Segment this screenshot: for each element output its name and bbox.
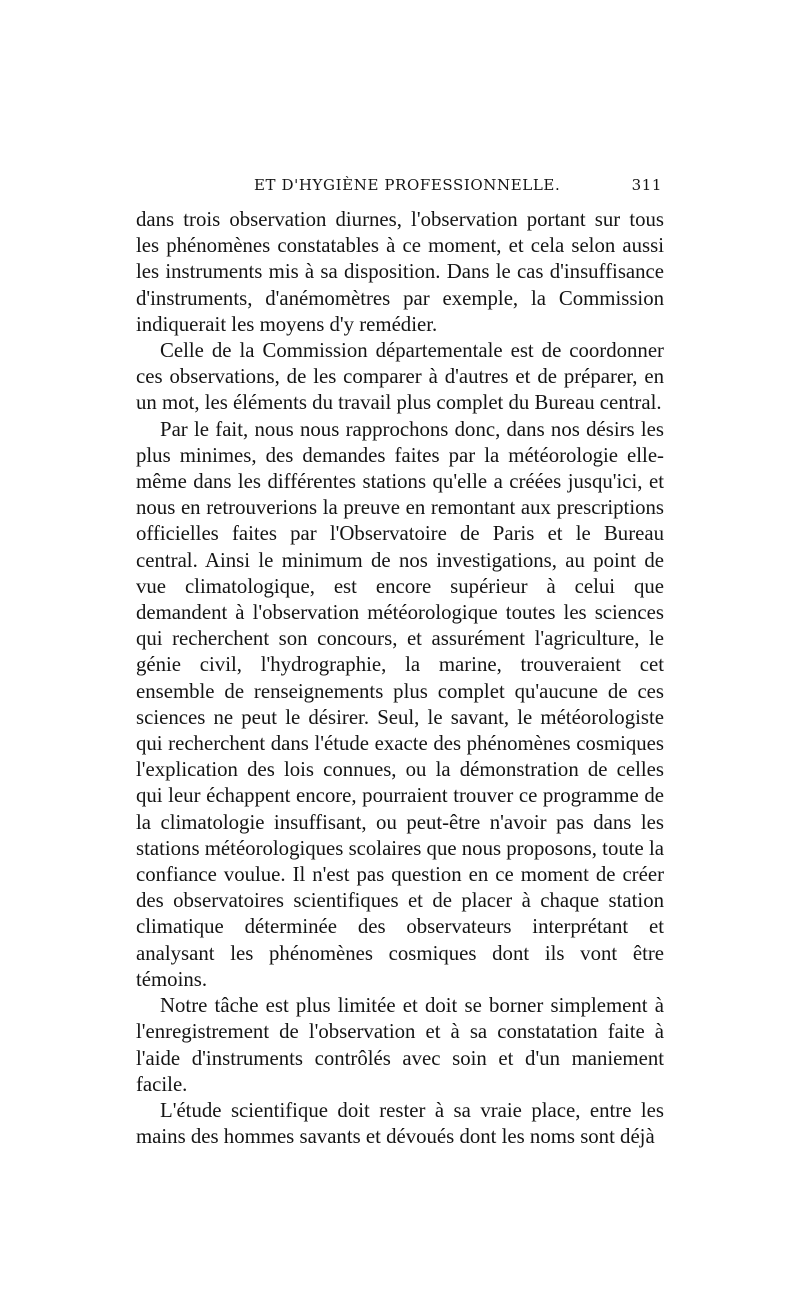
- page-header: [136, 172, 662, 198]
- paragraph-commission: Celle de la Commission départementale est de coordonner ces observations, de les comparer à d'autres et de préparer, en un mot, les éléments du travail plus complet du Bureau central.: [136, 339, 664, 415]
- running-head: ET D'HYGIÈNE PROFESSIONNELLE.: [254, 176, 561, 194]
- paragraph-scientific-study: L'étude scientifique doit rester à sa vraie place, entre les mains des hommes savants et dévoués dont les noms sont déjà: [136, 1098, 664, 1149]
- page-number: 311: [631, 176, 662, 194]
- body-text: [136, 207, 664, 1150]
- paragraph-continuation: dans trois observation diurnes, l'observation portant sur tous les phénomènes constatables à ce moment, et cela selon aussi les instruments mis à sa disposition. Dans le cas d'insuffisance d'instruments, d'anémomètres par exemple, la Commission indiquerait les moyens d'y remédier.: [136, 208, 664, 336]
- paragraph-our-task: Notre tâche est plus limitée et doit se borner simplement à l'enregistrement de l'observation et à sa constatation faite à l'aide d'instruments contrôlés avec soin et d'un maniement facile.: [136, 994, 664, 1096]
- paragraph-minimum-investigations: Par le fait, nous nous rapprochons donc, dans nos désirs les plus minimes, des demandes faites par la météorologie elle-même dans les différentes stations qu'elle a créées jusqu'ici, et nous en retrouverions la preuve en remontant aux prescriptions officielles faites par l'Observatoire de Paris et le Bureau central. Ainsi le minimum de nos investigations, au point de vue climatologique, est encore supérieur à celui que demandent à l'observation météorologique toutes les sciences qui recherchent son concours, et assurément l'agriculture, le génie civil, l'hydrographie, la marine, trouveraient cet ensemble de renseignements plus complet qu'aucune de ces sciences ne peut le désirer. Seul, le savant, le météorologiste qui recherchent dans l'étude exacte des phénomènes cosmiques l'explication des lois connues, ou la démonstration de celles qui leur échappent encore, pourraient trouver ce programme de la climatologie insuffisant, ou peut-être n'avoir pas dans les stations météorologiques scolaires que nous proposons, toute la confiance voulue. Il n'est pas question en ce moment de créer des observatoires scientifiques et de placer à chaque station climatique déterminée des observateurs interprétant et analysant les phénomènes cosmiques dont ils vont être témoins.: [136, 417, 664, 991]
